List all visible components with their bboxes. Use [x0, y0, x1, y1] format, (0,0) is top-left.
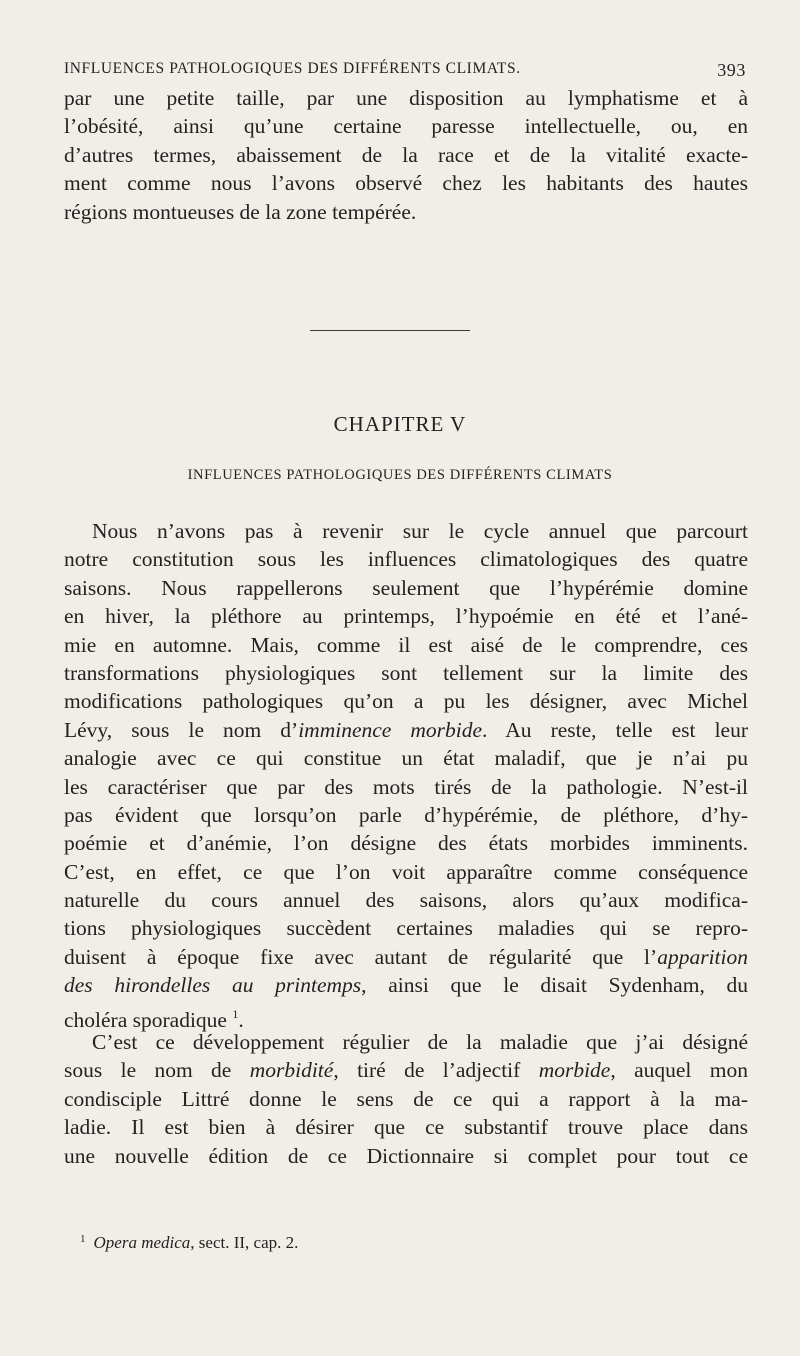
- running-head-title: INFLUENCES PATHOLOGIQUES DES DIFFÉRENTS CLIMATS.: [64, 60, 521, 77]
- text-line: [64, 971, 748, 999]
- text-line: condisciple Littré donne le sens de ce qui a rapport à la ma-: [64, 1086, 748, 1111]
- italic-term: apparition: [657, 944, 748, 969]
- text-line: par une petite taille, par une disposition au lymphatisme et à: [64, 86, 748, 110]
- text-line: modifications pathologiques qu’on a pu les désigner, avec Michel: [64, 689, 748, 714]
- text-line: analogie avec ce qui constitue un état maladif, que je n’ai pu: [64, 746, 748, 771]
- text-line: [64, 716, 748, 744]
- chapter-title: CHAPITRE V: [333, 412, 467, 436]
- italic-term: des hirondelles au printemps: [64, 973, 362, 998]
- chapter-body: [64, 517, 748, 1170]
- text-line: en hiver, la pléthore au printemps, l’hypoémie en été et l’ané-: [64, 604, 748, 629]
- page-number: 393: [717, 60, 746, 80]
- italic-term: morbide: [538, 1058, 611, 1083]
- text-run: . Au reste, telle est leur: [482, 717, 748, 742]
- text-run: , ainsi que le disait Sydenham, du: [361, 973, 749, 998]
- text-run: Lévy, sous le nom d’: [64, 717, 299, 742]
- text-line: régions montueuses de la zone tempérée.: [64, 199, 417, 224]
- footnote-work: Opera medica: [93, 1233, 191, 1252]
- text-run: choléra sporadique: [64, 1007, 233, 1032]
- text-line: saisons. Nous rappellerons seulement que l’hypérémie domine: [64, 575, 748, 600]
- chapter-subtitle: INFLUENCES PATHOLOGIQUES DES DIFFÉRENTS CLIMATS: [187, 467, 613, 483]
- text-line: [64, 1000, 748, 1032]
- text-run: , auquel mon: [610, 1058, 748, 1083]
- italic-term: imminence morbide: [298, 717, 483, 742]
- text-line: ment comme nous l’avons observé chez les habitants des hautes: [64, 171, 748, 196]
- text-line: transformations physiologiques sont tellement sur la limite des: [64, 660, 748, 685]
- text-line: d’autres termes, abaissement de la race et de la vitalité exacte-: [64, 142, 748, 167]
- text-line: [64, 1056, 748, 1084]
- text-run: , tiré de l’adjectif: [333, 1058, 539, 1083]
- text-line: l’obésité, ainsi qu’une certaine paresse intellectuelle, ou, en: [64, 114, 748, 139]
- footnote: [80, 1233, 298, 1253]
- footnote-number: 1: [80, 1233, 86, 1245]
- text-line: les caractériser que par des mots tirés de la pathologie. N’est-il: [64, 774, 748, 799]
- text-line: C’est ce développement régulier de la maladie que j’ai désigné: [92, 1030, 748, 1055]
- text-run: sous le nom de: [64, 1058, 250, 1083]
- text-line: ladie. Il est bien à désirer que ce substantif trouve place dans: [64, 1115, 748, 1140]
- running-head: [64, 60, 746, 86]
- footnote-reference: , sect. II, cap. 2.: [190, 1233, 299, 1252]
- text-line: pas évident que lorsqu’on parle d’hypérémie, de pléthore, d’hy-: [64, 802, 748, 827]
- text-line: tions physiologiques succèdent certaines maladies qui se repro-: [64, 916, 748, 941]
- text-line: mie en automne. Mais, comme il est aisé de le comprendre, ces: [64, 632, 748, 657]
- text-line: une nouvelle édition de ce Dictionnaire si complet pour tout ce: [64, 1143, 748, 1168]
- intro-paragraph: [64, 84, 748, 226]
- text-run: duisent à époque fixe avec autant de régularité que l’: [64, 944, 658, 969]
- footnote-mark: 1: [232, 1006, 239, 1021]
- text-line: naturelle du cours annuel des saisons, alors qu’aux modifica-: [64, 888, 748, 913]
- text-line: [64, 943, 748, 971]
- text-line: Nous n’avons pas à revenir sur le cycle annuel que parcourt: [92, 519, 748, 543]
- text-run: .: [238, 1007, 244, 1032]
- text-line: notre constitution sous les influences climatologiques des quatre: [64, 547, 748, 572]
- text-line: C’est, en effet, ce que l’on voit apparaître comme conséquence: [64, 859, 748, 884]
- text-line: poémie et d’anémie, l’on désigne des états morbides imminents.: [64, 831, 748, 856]
- section-divider: [310, 330, 470, 331]
- italic-term: morbidité: [249, 1058, 334, 1083]
